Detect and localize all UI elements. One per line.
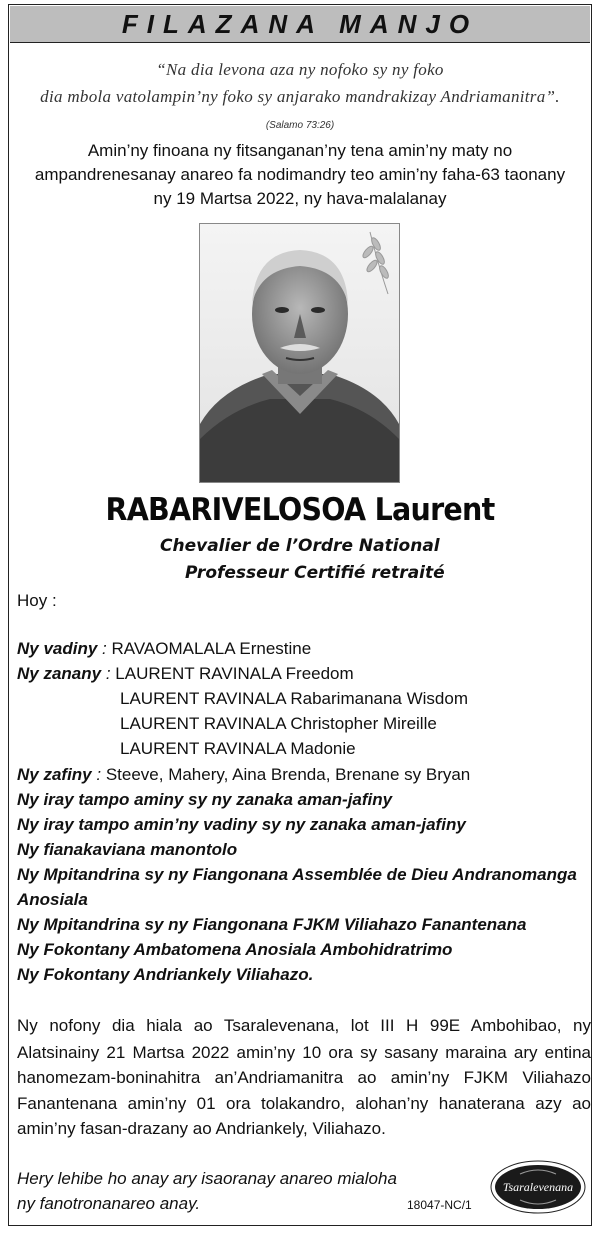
epigraph-line-1: “Na dia levona aza ny nofoko sy ny foko (156, 60, 444, 79)
intro-line-3: ny 19 Martsa 2022, ny hava-malalanay (153, 189, 447, 208)
family-group-line: Ny Mpitandrina sy ny Fiangonana Assemblée de Dieu Andranomanga (17, 865, 577, 884)
child-name: LAURENT RAVINALA Freedom (110, 664, 354, 683)
child-name: LAURENT RAVINALA Madonie (120, 739, 356, 758)
grandchildren-line (17, 765, 470, 785)
family-group-line: Ny Mpitandrina sy ny Fiangonana FJKM Viliahazo Fanantenana (17, 915, 527, 934)
deceased-title-1: Chevalier de l’Ordre National (160, 536, 440, 556)
children-line (17, 664, 354, 684)
funeral-paragraph-line: Alatsinainy 21 Martsa 2022 amin’ny 10 ora sy sasany maraina ary entina (17, 1043, 591, 1062)
spouse-label: Ny vadiny (17, 639, 103, 658)
deceased-name: RABARIVELOSOA Laurent (105, 492, 495, 528)
child-name: LAURENT RAVINALA Rabarimanana Wisdom (120, 689, 469, 708)
deceased-portrait (199, 223, 400, 483)
children-colon: : (105, 664, 111, 683)
notice-header (10, 6, 590, 43)
hoy-label: Hoy : (17, 591, 57, 610)
epigraph-line-2: dia mbola vatolampin’ny foko sy anjarako mandrakizay Andriamanitra”. (40, 87, 560, 106)
family-group-line: Ny Fokontany Andriankely Viliahazo. (17, 965, 314, 984)
header-title: FILAZANA MANJO (121, 8, 479, 39)
tsaralevenana-logo (490, 1160, 586, 1214)
grandchildren-colon: : (96, 765, 102, 784)
funeral-paragraph-line: amin’ny fasan-drazany ao Andriankely, Viliahazo. (17, 1119, 386, 1138)
closing-line-2: ny fanotronanareo anay. (17, 1194, 201, 1213)
funeral-paragraph-line: hanomezam-boninahitra an’Andriamanitra ao amin’ny FJKM Viliahazo (17, 1068, 591, 1087)
family-group-line: Ny fianakaviana manontolo (17, 840, 238, 859)
intro-line-1: Amin’ny finoana ny fitsanganan’ny tena amin’ny maty no (87, 141, 513, 160)
child-name: LAURENT RAVINALA Christopher Mireille (120, 714, 437, 733)
grandchildren-label: Ny zafiny (17, 765, 97, 784)
intro-line-2: ampandrenesanay anareo fa nodimandry teo amin’ny faha-63 taonany (34, 165, 566, 184)
closing-line-1: Hery lehibe ho anay ary isaoranay anareo mialoha (17, 1169, 397, 1188)
funeral-paragraph-line: Ny nofony dia hiala ao Tsaralevenana, lot III H 99E Ambohibao, ny (17, 1016, 591, 1035)
family-group-line: Ny Fokontany Ambatomena Anosiala Ambohidratrimo (17, 940, 453, 959)
spouse-name: RAVAOMALALA Ernestine (106, 639, 312, 658)
notice-code: 18047-NC/1 (407, 1198, 472, 1212)
spouse-colon: : (102, 639, 107, 658)
funeral-paragraph-line: Fanantenana amin’ny 01 ora tolakandro, alohan’ny hanaterana azy ao (17, 1094, 591, 1113)
deceased-title-2: Professeur Certifié retraité (185, 563, 445, 583)
family-group-line: Anosiala (17, 890, 88, 909)
logo-text: Tsaralevenana (502, 1180, 574, 1194)
family-group-line: Ny iray tampo amin’ny vadiny sy ny zanaka aman-jafiny (17, 815, 466, 834)
spouse-line (17, 639, 311, 659)
children-label: Ny zanany (17, 664, 106, 683)
epigraph-reference: (Salamo 73:26) (265, 120, 335, 131)
grandchildren-names: Steeve, Mahery, Aina Brenda, Brenane sy Bryan (101, 765, 471, 784)
family-group-line: Ny iray tampo aminy sy ny zanaka aman-jafiny (17, 790, 393, 809)
